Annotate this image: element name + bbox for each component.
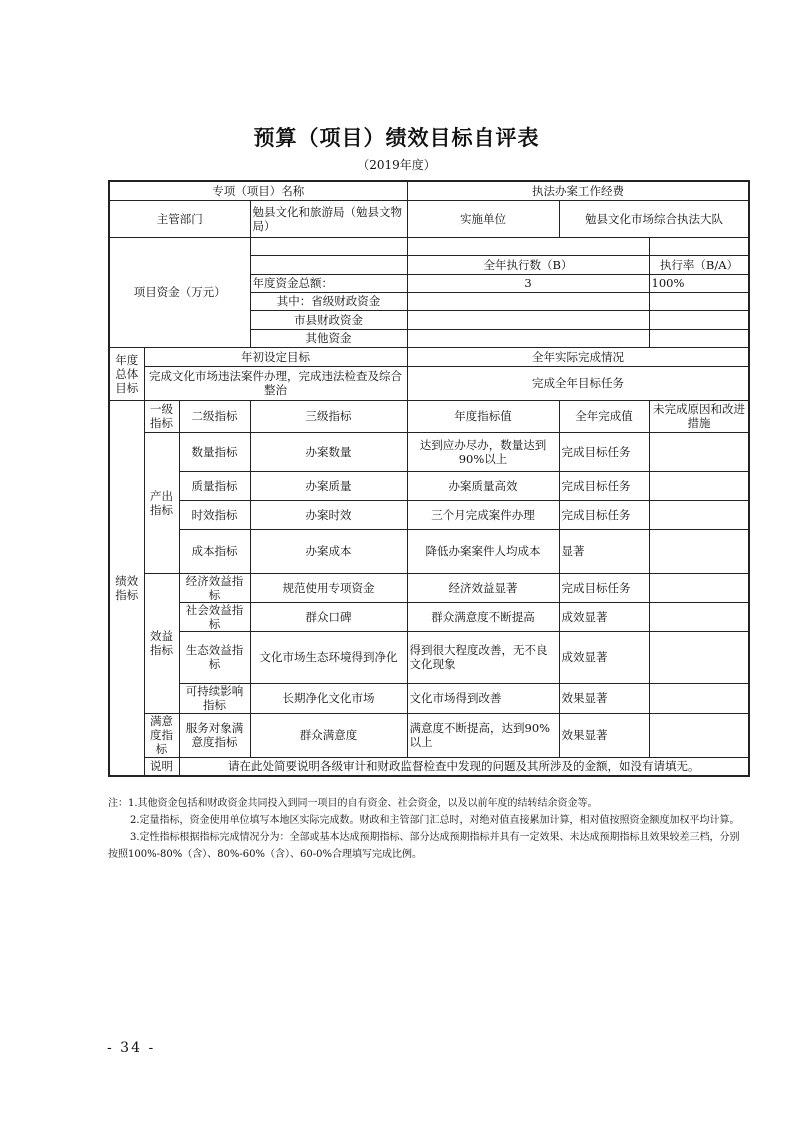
done-value-cell: 显著 [559, 529, 649, 573]
done-value-cell: 完成目标任务 [559, 432, 649, 471]
level3-cell: 长期净化文化市场 [250, 683, 407, 713]
annual-value-cell: 群众满意度不断提高 [407, 602, 559, 631]
level3-cell: 办案数量 [250, 432, 407, 471]
level3-cell: 规范使用专项资金 [250, 573, 407, 602]
level2-cell: 可持续影响指标 [179, 683, 250, 713]
level2-cell: 时效指标 [179, 500, 250, 529]
level3-cell: 办案时效 [250, 500, 407, 529]
performance-table [108, 180, 750, 777]
reason-cell [649, 602, 749, 631]
impl-value: 勉县文化市场综合执法大队 [559, 200, 749, 237]
level3-cell: 办案质量 [250, 471, 407, 500]
annual-value-cell: 经济效益显著 [407, 573, 559, 602]
level2-cell: 服务对象满意度指标 [179, 713, 250, 757]
level3-cell: 群众口碑 [250, 602, 407, 631]
reason-header: 未完成原因和改进措施 [649, 400, 749, 432]
done-value-cell: 成效显著 [559, 602, 649, 631]
goal-done-text: 完成全年目标任务 [407, 366, 749, 400]
annual-value-cell: 文化市场得到改善 [407, 683, 559, 713]
done-value-cell: 完成目标任务 [559, 573, 649, 602]
satisfaction-indicator-label: 满意度指标 [144, 713, 179, 757]
annual-value-header: 年度指标值 [407, 400, 559, 432]
total-funds-label: 年度资金总额： [250, 274, 407, 292]
done-value-cell: 效果显著 [559, 713, 649, 757]
table-row [109, 500, 749, 529]
dept-label: 主管部门 [109, 200, 250, 237]
table-row [109, 631, 749, 683]
annual-goal-label: 年度总体目标 [109, 347, 144, 400]
note-2: 2.定量指标，资金使用单位填写本地区实际完成数。财政和主管部门汇总时，对绝对值直接累加计算，相对值按照资金额度加权平均计算。 [130, 815, 740, 826]
level1-header: 一级指标 [144, 400, 179, 432]
project-name-label: 专项（项目）名称 [109, 181, 407, 200]
level3-cell: 群众满意度 [250, 713, 407, 757]
level3-cell: 文化市场生态环境得到净化 [250, 631, 407, 683]
annual-value-cell: 办案质量高效 [407, 471, 559, 500]
prov-funds-label: 其中：省级财政资金 [250, 292, 407, 310]
note-3: 3.定性指标根据指标完成情况分为：全部或基本达成预期指标、部分达成预期指标并具有一定效果、未达成预期指标且效果较差三档，分别按照100%-80%（含）、80%-60%（含）、60-0%合理填写完成比例。 [108, 832, 740, 860]
dept-value: 勉县文化和旅游局（勉县文物局） [250, 200, 407, 237]
benefit-indicator-label: 效益指标 [144, 573, 179, 713]
perf-label: 绩效指标 [109, 400, 144, 776]
funds-label: 项目资金（万元） [109, 237, 250, 347]
level2-cell: 质量指标 [179, 471, 250, 500]
table-row [109, 713, 749, 757]
form-year: （2019年度） [357, 158, 436, 172]
goal-set-text: 完成文化市场违法案件办理，完成违法检查及综合整治 [144, 366, 407, 400]
level3-cell: 办案成本 [250, 529, 407, 573]
goal-set-header: 年初设定目标 [144, 347, 407, 366]
table-row [109, 471, 749, 500]
reason-cell [649, 529, 749, 573]
done-value-cell: 完成目标任务 [559, 500, 649, 529]
done-value-header: 全年完成值 [559, 400, 649, 432]
reason-cell [649, 471, 749, 500]
reason-cell [649, 432, 749, 471]
table-row [109, 683, 749, 713]
annual-value-cell: 满意度不断提高，达到90%以上 [407, 713, 559, 757]
output-indicator-label: 产出指标 [144, 432, 179, 573]
table-row [109, 529, 749, 573]
note-1: 注：1.其他资金包括和财政资金共同投入到同一项目的自有资金、社会资金，以及以前年度的结转结余资金等。 [108, 798, 598, 809]
reason-cell [649, 713, 749, 757]
total-rate-value: 100% [649, 274, 749, 292]
goal-done-header: 全年实际完成情况 [407, 347, 749, 366]
level2-header: 二级指标 [179, 400, 250, 432]
impl-label: 实施单位 [407, 200, 559, 237]
reason-cell [649, 683, 749, 713]
annual-value-cell: 三个月完成案件办理 [407, 500, 559, 529]
reason-cell [649, 500, 749, 529]
level2-cell: 生态效益指标 [179, 631, 250, 683]
level2-cell: 成本指标 [179, 529, 250, 573]
exec-header: 全年执行数（B） [407, 255, 649, 274]
remark-text: 请在此处简要说明各级审计和财政监督检查中发现的问题及其所涉及的金额，如没有请填无。 [179, 757, 749, 776]
annual-value-cell: 得到很大程度改善，无不良文化现象 [407, 631, 559, 683]
page-number: - 34 - [107, 1040, 156, 1056]
reason-cell [649, 573, 749, 602]
annual-value-cell: 达到应办尽办，数量达到90%以上 [407, 432, 559, 471]
level3-header: 三级指标 [250, 400, 407, 432]
reason-cell [649, 631, 749, 683]
done-value-cell: 完成目标任务 [559, 471, 649, 500]
table-row [109, 602, 749, 631]
table-row [109, 432, 749, 471]
level2-cell: 社会效益指标 [179, 602, 250, 631]
footnotes [108, 795, 748, 863]
done-value-cell: 效果显著 [559, 683, 649, 713]
done-value-cell: 成效显著 [559, 631, 649, 683]
total-exec-value: 3 [407, 274, 649, 292]
project-name: 执法办案工作经费 [407, 181, 749, 200]
level2-cell: 数量指标 [179, 432, 250, 471]
annual-value-cell: 降低办案案件人均成本 [407, 529, 559, 573]
form-title: 预算（项目）绩效目标自评表 [253, 126, 540, 150]
other-funds-label: 其他资金 [250, 329, 407, 347]
remark-label: 说明 [144, 757, 179, 776]
level2-cell: 经济效益指标 [179, 573, 250, 602]
rate-header: 执行率（B/A） [649, 255, 749, 274]
city-funds-label: 市县财政资金 [250, 310, 407, 329]
table-row [109, 573, 749, 602]
